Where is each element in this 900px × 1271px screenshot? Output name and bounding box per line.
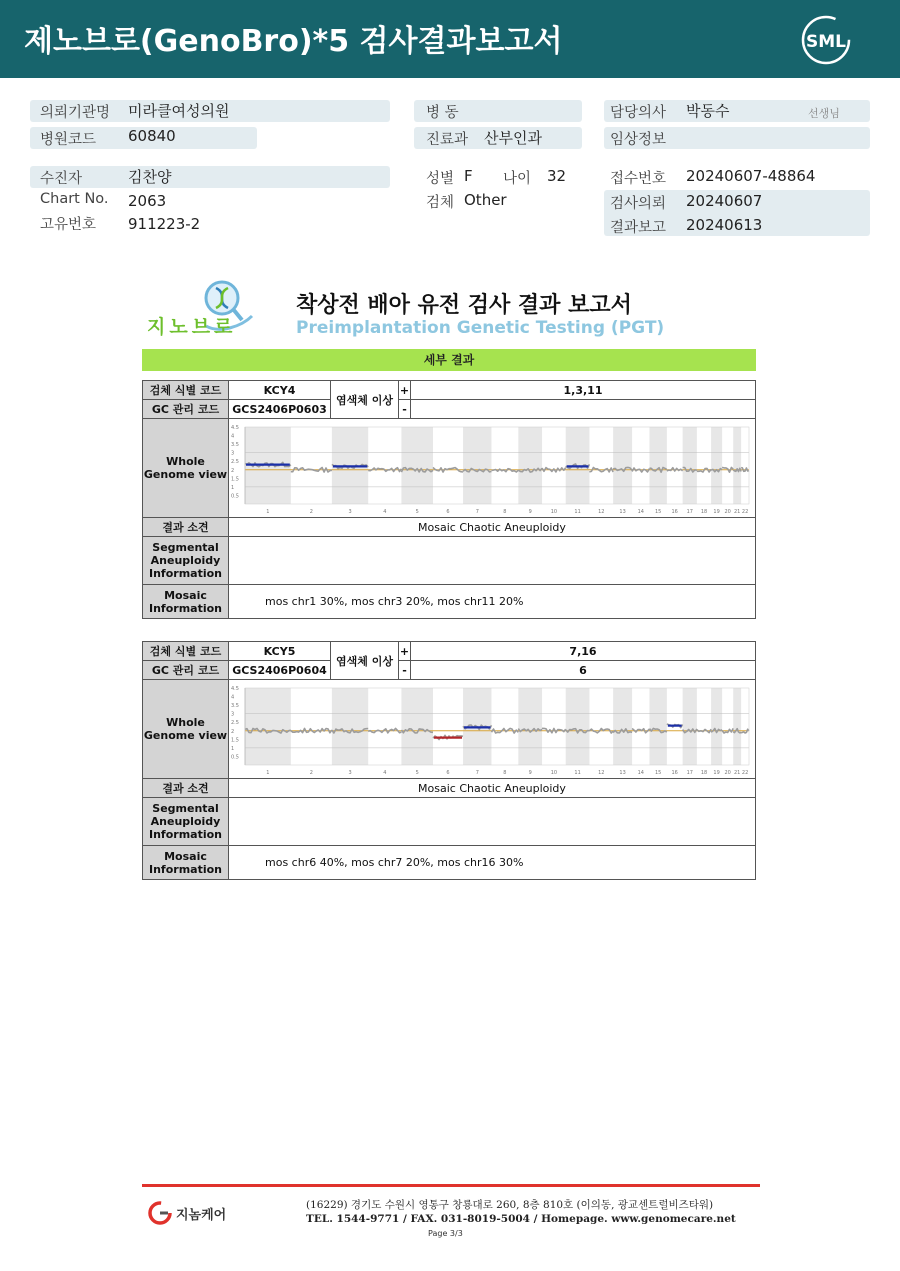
chromosome-label: 13 [619, 769, 626, 776]
sml-logo-icon [800, 14, 852, 66]
y-tick-label: 4 [231, 694, 235, 701]
chromosome-label: 17 [686, 508, 693, 515]
age-label: 나이 [503, 171, 532, 187]
specimen-value: Other [464, 191, 507, 209]
y-tick-label: 2.5 [231, 719, 239, 726]
institution-label: 의뢰기관명 [40, 105, 111, 121]
chromosome-label: 20 [724, 769, 731, 776]
chromosome-label: 3 [348, 769, 352, 776]
address-line: (16229) 경기도 수원시 영통구 창룡대로 260, 8층 810호 (이의동, 광교센트럴비즈타워) [306, 1199, 714, 1211]
chromosome-band [683, 427, 697, 504]
genome-plot [229, 420, 755, 517]
chromosome-label: 5 [415, 769, 419, 776]
chromosome-label: 15 [655, 508, 662, 515]
copy-number-trace [632, 728, 649, 732]
chromosome-label: 3 [348, 508, 352, 515]
specimen-code-header: 검체 식별 코드 [143, 642, 229, 661]
doctor-suffix: 선생님 [808, 107, 840, 120]
uid-label: 고유번호 [40, 217, 97, 233]
chromosome-label: 12 [598, 769, 605, 776]
chromosome-band [401, 688, 433, 765]
chromosome-label: 7 [475, 769, 479, 776]
chrom-abnormal-header: 염색체 이상 [331, 381, 399, 419]
y-tick-label: 3 [231, 711, 235, 718]
chromosome-label: 22 [741, 769, 749, 776]
chromosome-label: 7 [475, 508, 479, 515]
pgt-title-ko: 착상전 배아 유전 검사 결과 보고서 [296, 293, 632, 318]
finding-value: Mosaic Chaotic Aneuploidy [229, 518, 756, 537]
chromosome-label: 1 [266, 508, 270, 515]
sex-label: 성별 [426, 171, 455, 187]
gain-chromosomes: 7,16 [411, 642, 756, 661]
chromosome-label: 16 [671, 508, 678, 515]
segmental-header: Segmental Aneuploidy Information [143, 798, 229, 846]
gc-code-value: GCS2406P0604 [229, 661, 331, 680]
gain-sign: + [399, 381, 411, 400]
chromosome-band [649, 427, 666, 504]
y-tick-label: 1 [231, 484, 235, 491]
chromosome-band [613, 688, 632, 765]
segmental-value [229, 798, 756, 846]
whole-genome-header: Whole Genome view [143, 680, 229, 779]
specimen-code-header: 검체 식별 코드 [143, 381, 229, 400]
hospital-code-value: 60840 [128, 127, 176, 145]
request-value: 20240607 [686, 192, 763, 210]
loss-sign: - [399, 661, 411, 680]
chromosome-label: 18 [700, 508, 708, 515]
doctor-label: 담당의사 [610, 105, 667, 121]
specimen-code-value: KCY5 [229, 642, 331, 661]
receipt-value: 20240607-48864 [686, 167, 816, 185]
y-tick-label: 3.5 [231, 441, 239, 448]
mosaic-header: Mosaic Information [143, 846, 229, 880]
segmental-header: Segmental Aneuploidy Information [143, 537, 229, 585]
uid-value: 911223-2 [128, 215, 201, 233]
chromosome-label: 14 [637, 508, 644, 515]
y-tick-label: 0.5 [231, 492, 239, 499]
request-label: 검사의뢰 [610, 196, 667, 212]
age-value: 32 [547, 167, 567, 185]
dept-label: 진료과 [426, 132, 469, 148]
finding-header: 결과 소견 [143, 779, 229, 798]
chromosome-band [711, 688, 722, 765]
finding-header: 결과 소견 [143, 518, 229, 537]
chromosome-label: 15 [655, 769, 662, 776]
chart-no-label: Chart No. [40, 191, 109, 207]
chromosome-label: 16 [671, 769, 678, 776]
chromosome-label: 11 [574, 508, 581, 515]
loss-chromosomes: 6 [411, 661, 756, 680]
chromosome-band [613, 427, 632, 504]
chromosome-label: 6 [446, 508, 450, 515]
chromosome-band [649, 688, 666, 765]
mosaic-header: Mosaic Information [143, 585, 229, 619]
contact-line: TEL. 1544-9771 / FAX. 031-8019-5004 / Homepage. www.genomecare.net [306, 1213, 736, 1225]
chromosome-label: 8 [503, 508, 507, 515]
chromosome-label: 1 [266, 769, 270, 776]
chromosome-label: 21 [734, 769, 741, 776]
y-tick-label: 3 [231, 450, 235, 457]
plot-frame [245, 427, 749, 504]
header-bar [0, 0, 900, 78]
genome-plot [229, 681, 755, 778]
pgt-title-en: Preimplantation Genetic Testing (PGT) [296, 318, 665, 338]
chromosome-label: 22 [741, 508, 749, 515]
chromosome-label: 4 [383, 769, 387, 776]
gain-sign: + [399, 642, 411, 661]
y-tick-label: 2 [231, 467, 235, 474]
y-tick-label: 4.5 [231, 685, 239, 692]
copy-number-trace [492, 468, 519, 471]
chromosome-label: 20 [724, 508, 731, 515]
y-tick-label: 0.5 [231, 753, 239, 760]
report-date-value: 20240613 [686, 216, 763, 234]
gc-code-header: GC 관리 코드 [143, 400, 229, 419]
chromosome-label: 9 [528, 508, 532, 515]
chromosome-band [463, 427, 491, 504]
chromosome-band [683, 688, 697, 765]
chromosome-label: 14 [637, 769, 644, 776]
section-title: 세부 결과 [142, 349, 756, 371]
hospital-code-label: 병원코드 [40, 132, 97, 148]
mosaic-value: mos chr1 30%, mos chr3 20%, mos chr11 20% [229, 585, 756, 619]
company-address [306, 1198, 736, 1226]
chromosome-band [733, 688, 741, 765]
report-title: 제노브로(GenoBro)*5 검사결과보고서 [24, 24, 563, 59]
chromosome-label: 10 [550, 769, 558, 776]
chromosome-label: 17 [686, 769, 693, 776]
chromosome-band [711, 427, 722, 504]
gain-chromosomes: 1,3,11 [411, 381, 756, 400]
brand-genobro: 지노브로 [147, 316, 237, 338]
footer-divider [142, 1184, 760, 1187]
chromosome-label: 9 [528, 769, 532, 776]
whole-genome-cell [229, 419, 756, 518]
y-tick-label: 1.5 [231, 475, 239, 482]
chromosome-band [245, 688, 291, 765]
copy-number-trace [433, 467, 463, 472]
y-tick-label: 4.5 [231, 424, 239, 431]
result-table [142, 380, 756, 619]
chromosome-label: 4 [383, 508, 387, 515]
patient-name-label: 수진자 [40, 171, 83, 187]
specimen-code-value: KCY4 [229, 381, 331, 400]
chromosome-label: 19 [713, 769, 720, 776]
page-number: Page 3/3 [428, 1229, 463, 1238]
whole-genome-header: Whole Genome view [143, 419, 229, 518]
gc-code-value: GCS2406P0603 [229, 400, 331, 419]
chromosome-band [518, 688, 542, 765]
sml-logo-text: SML [806, 32, 846, 52]
y-tick-label: 3.5 [231, 702, 239, 709]
result-table [142, 641, 756, 880]
chromosome-label: 2 [309, 508, 313, 515]
genomecare-logo-icon [147, 1200, 173, 1226]
dept-value: 산부인과 [484, 129, 542, 147]
chromosome-label: 19 [713, 508, 720, 515]
y-tick-label: 1.5 [231, 736, 239, 743]
y-tick-label: 2.5 [231, 458, 239, 465]
chromosome-band [332, 688, 368, 765]
chromosome-label: 18 [700, 769, 708, 776]
patient-name-value: 김찬양 [128, 168, 172, 186]
sex-value: F [464, 167, 473, 185]
chrom-abnormal-header: 염색체 이상 [331, 642, 399, 680]
chromosome-label: 11 [574, 769, 581, 776]
copy-number-trace [741, 467, 749, 471]
chromosome-label: 10 [550, 508, 558, 515]
chromosome-band [518, 427, 542, 504]
specimen-label: 검체 [426, 195, 455, 211]
report-date-label: 결과보고 [610, 220, 667, 236]
institution-value: 미라클여성의원 [128, 102, 230, 120]
chromosome-band [401, 427, 433, 504]
chromosome-label: 5 [415, 508, 419, 515]
company-name: 지놈케어 [176, 1208, 227, 1223]
y-tick-label: 4 [231, 433, 235, 440]
mosaic-value: mos chr6 40%, mos chr7 20%, mos chr16 30% [229, 846, 756, 880]
chromosome-label: 21 [734, 508, 741, 515]
finding-value: Mosaic Chaotic Aneuploidy [229, 779, 756, 798]
chromosome-band [566, 688, 590, 765]
segmental-value [229, 537, 756, 585]
chromosome-label: 8 [503, 769, 507, 776]
clinical-label: 임상정보 [610, 132, 667, 148]
chromosome-label: 6 [446, 769, 450, 776]
chart-no-value: 2063 [128, 192, 167, 210]
y-tick-label: 1 [231, 745, 235, 752]
loss-sign: - [399, 400, 411, 419]
y-tick-label: 2 [231, 728, 235, 735]
chromosome-label: 12 [598, 508, 605, 515]
ward-label: 병 동 [426, 105, 459, 121]
gc-code-header: GC 관리 코드 [143, 661, 229, 680]
chromosome-label: 13 [619, 508, 626, 515]
chromosome-band [733, 427, 741, 504]
chromosome-label: 2 [309, 769, 313, 776]
whole-genome-cell [229, 680, 756, 779]
receipt-label: 접수번호 [610, 171, 667, 187]
loss-chromosomes [411, 400, 756, 419]
doctor-value: 박동수 [686, 102, 730, 120]
